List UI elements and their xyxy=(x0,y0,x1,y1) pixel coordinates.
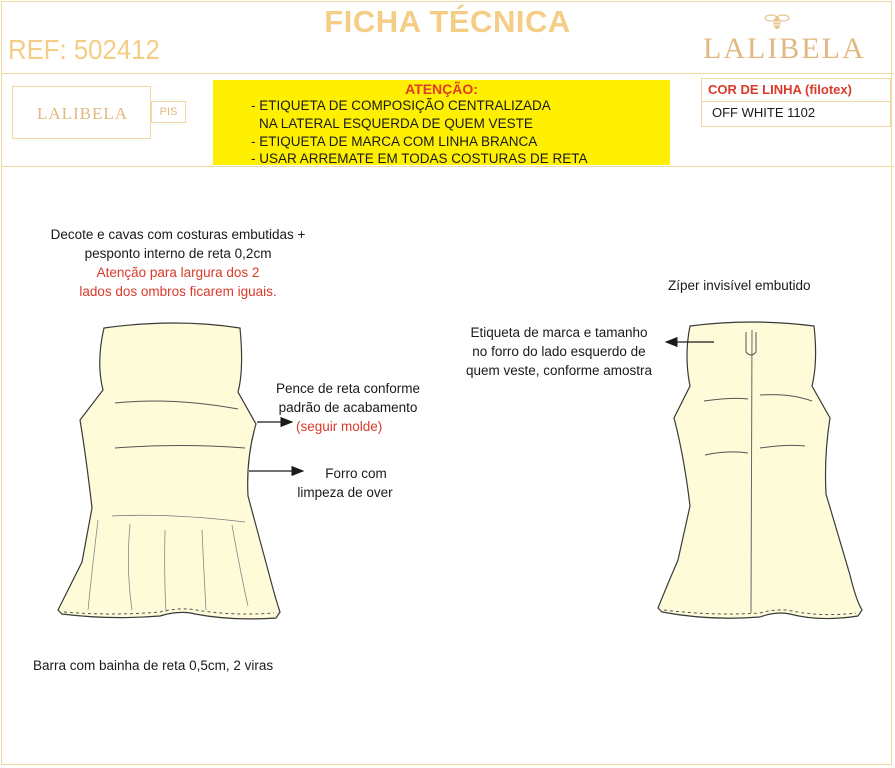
front-body xyxy=(58,323,280,619)
hem-note: Barra com bainha de reta 0,5cm, 2 viras xyxy=(33,658,274,673)
attention-line-4: - USAR ARREMATE EM TODAS COSTURAS DE RETA xyxy=(251,151,588,166)
front-garment-sketch xyxy=(58,323,280,619)
dart-note-line-3: (seguir molde) xyxy=(296,419,383,434)
brand-logo: LALIBELA xyxy=(703,32,866,65)
dart-note-line-1: Pence de reta conforme xyxy=(275,381,421,396)
thread-color-value: OFF WHITE 1102 xyxy=(712,105,816,120)
page-title: FICHA TÉCNICA xyxy=(324,4,571,39)
attention-line-1: - ETIQUETA DE COMPOSIÇÃO CENTRALIZADA xyxy=(251,98,551,113)
back-body xyxy=(658,322,862,619)
lining-note xyxy=(286,464,404,502)
neckline-note xyxy=(30,225,326,301)
tag-note-line-3: quem veste, conforme amostra xyxy=(465,363,653,378)
zipper-note: Zíper invisível embutido xyxy=(668,278,811,293)
reference-code: REF: 502412 xyxy=(8,34,160,65)
thread-color-title: COR DE LINHA (filotex) xyxy=(708,82,852,97)
dart-note-line-2: padrão de acabamento xyxy=(278,400,418,415)
neckline-note-line-1: Decote e cavas com costuras embutidas + xyxy=(50,227,306,242)
attention-line-2: NA LATERAL ESQUERDA DE QUEM VESTE xyxy=(259,116,533,131)
tag-note-line-2: no forro do lado esquerdo de xyxy=(472,344,646,359)
neckline-note-line-2: pesponto interno de reta 0,2cm xyxy=(84,246,272,261)
tag-note-line-1: Etiqueta de marca e tamanho xyxy=(470,325,648,340)
back-garment-sketch xyxy=(658,322,862,619)
label-brand-text: LALIBELA xyxy=(36,104,129,123)
shoulder-warning-line-1: Atenção para largura dos 2 xyxy=(96,265,260,280)
attention-title: ATENÇÃO: xyxy=(405,81,478,97)
dart-note xyxy=(260,379,436,436)
size-label-box: PIS xyxy=(151,101,186,123)
attention-line-3: - ETIQUETA DE MARCA COM LINHA BRANCA xyxy=(251,134,538,149)
tag-note xyxy=(448,323,670,380)
lining-note-line-1: Forro com xyxy=(325,466,387,481)
shoulder-warning-line-2: lados dos ombros ficarem iguais. xyxy=(79,284,277,299)
lining-note-line-2: limpeza de over xyxy=(297,485,393,500)
